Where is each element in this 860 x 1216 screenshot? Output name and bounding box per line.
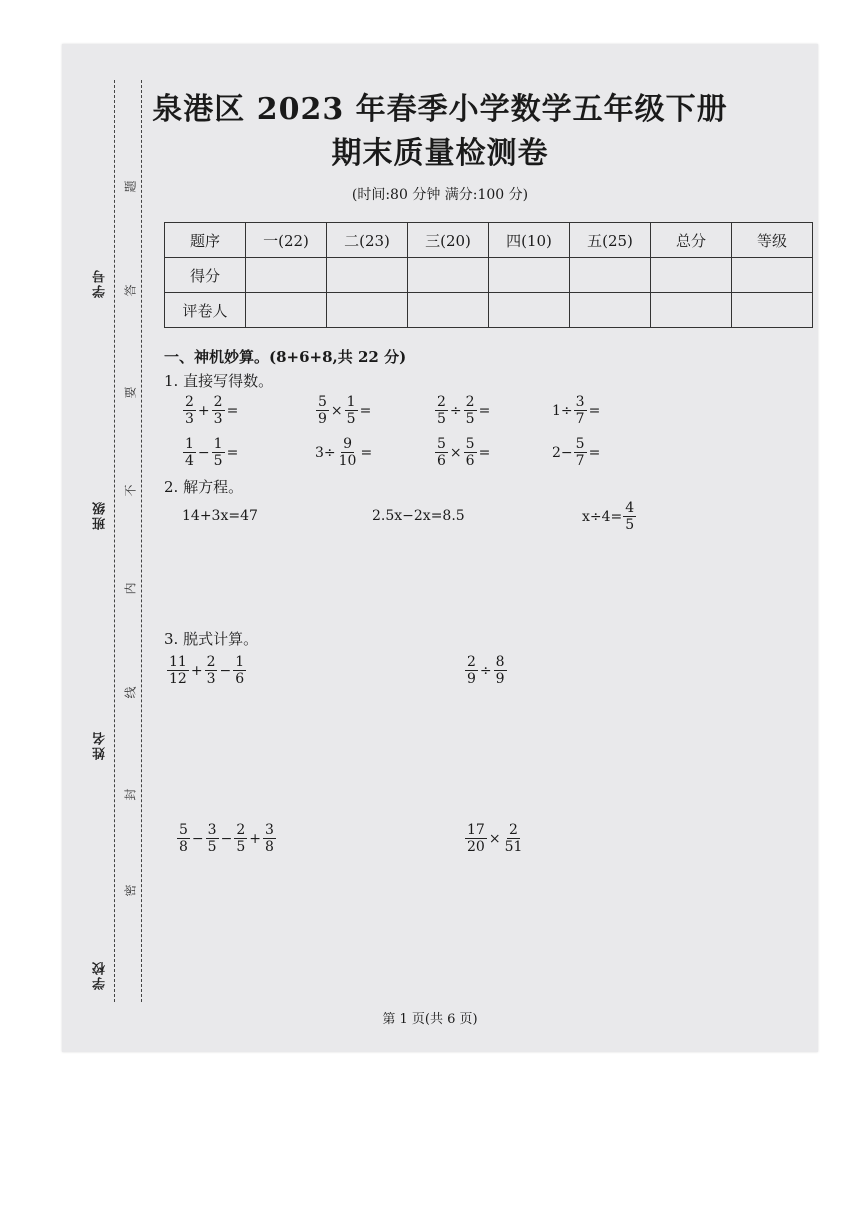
- grader-cell: [327, 293, 408, 328]
- score-table: [164, 222, 813, 328]
- table-header: 三(20): [408, 223, 489, 258]
- seal-char: 线: [123, 686, 138, 699]
- grader-cell: [651, 293, 732, 328]
- step-calc-item: $\frac{2}{9}$ ÷ $\frac{8}{9}$: [467, 654, 505, 687]
- mental-math-item: 3÷ $\frac{9}{10}$ =: [315, 436, 373, 469]
- binding-line-inner: [141, 80, 142, 1002]
- exam-title-line2: 期末质量检测卷: [331, 136, 549, 171]
- seal-char: 封: [123, 788, 138, 801]
- step-calc-item: $\frac{17}{20}$ × $\frac{2}{51}$: [467, 822, 523, 855]
- grader-cell: [246, 293, 327, 328]
- mental-math-item: $\frac{2}{3}$ + $\frac{2}{3}$ =: [185, 394, 239, 427]
- score-cell: [732, 258, 813, 293]
- fraction: $\frac{5}{6}$: [437, 436, 446, 469]
- mental-math-item: 2− $\frac{5}{7}$ =: [552, 436, 601, 469]
- fraction: $\frac{11}{12}$: [169, 654, 187, 687]
- fraction: $\frac{4}{5}$: [625, 500, 635, 533]
- score-row: [165, 258, 813, 293]
- fraction: $\frac{1}{5}$: [346, 394, 356, 427]
- row-label-grader: 评卷人: [165, 293, 246, 328]
- section-1-heading: 一、神机妙算。(8+6+8,共 22 分): [164, 348, 407, 366]
- table-header: 二(23): [327, 223, 408, 258]
- mental-math-item: $\frac{5}{9}$ × $\frac{1}{5}$ =: [318, 394, 372, 427]
- exam-subtitle: (时间:80 分钟 满分:100 分): [351, 187, 529, 203]
- fraction: $\frac{3}{7}$: [575, 394, 585, 427]
- binding-label-class: 班级: [93, 500, 108, 530]
- table-header: 四(10): [489, 223, 570, 258]
- fraction: $\frac{1}{5}$: [213, 436, 223, 469]
- grader-cell: [570, 293, 651, 328]
- score-cell: [651, 258, 732, 293]
- fraction: $\frac{5}{9}$: [318, 394, 327, 427]
- step-calc-item: $\frac{11}{12}$ + $\frac{2}{3}$ − $\frac{1}{6}$: [169, 654, 245, 687]
- equation-item: 2.5x−2x=8.5: [372, 508, 465, 524]
- binding-label-name: 姓名: [93, 730, 108, 760]
- fraction: $\frac{17}{20}$: [467, 822, 485, 855]
- question-2-label: 2. 解方程。: [164, 478, 244, 496]
- seal-char: 答: [123, 284, 138, 297]
- grader-cell: [732, 293, 813, 328]
- row-label-score: 得分: [165, 258, 246, 293]
- fraction: $\frac{2}{5}$: [236, 822, 246, 855]
- page-footer: 第 1 页(共 6 页): [382, 1012, 478, 1027]
- seal-char: 内: [123, 582, 138, 595]
- fraction: $\frac{2}{3}$: [206, 654, 216, 687]
- table-header: 等级: [732, 223, 813, 258]
- table-header: 一(22): [246, 223, 327, 258]
- grader-row: [165, 293, 813, 328]
- grader-cell: [489, 293, 570, 328]
- seal-char: 题: [123, 180, 138, 193]
- fraction: $\frac{2}{3}$: [185, 394, 194, 427]
- seal-char: 不: [123, 484, 138, 497]
- fraction: $\frac{2}{3}$: [213, 394, 223, 427]
- table-header: 总分: [651, 223, 732, 258]
- fraction: $\frac{5}{8}$: [179, 822, 188, 855]
- fraction: $\frac{5}{6}$: [465, 436, 475, 469]
- score-cell: [327, 258, 408, 293]
- equation-item: 14+3x=47: [182, 508, 258, 524]
- seal-char: 密: [123, 884, 138, 897]
- score-cell: [408, 258, 489, 293]
- grader-cell: [408, 293, 489, 328]
- question-1-label: 1. 直接写得数。: [164, 372, 274, 390]
- exam-title-line1: 泉港区 2023 年春季小学数学五年级下册: [152, 92, 728, 127]
- score-cell: [489, 258, 570, 293]
- fraction: $\frac{2}{9}$: [467, 654, 476, 687]
- equation-item: x÷4= $\frac{4}{5}$: [582, 500, 635, 533]
- fraction: $\frac{1}{6}$: [235, 654, 245, 687]
- mental-math-item: $\frac{5}{6}$ × $\frac{5}{6}$ =: [437, 436, 491, 469]
- binding-line-outer: [114, 80, 115, 1002]
- fraction: $\frac{8}{9}$: [495, 654, 505, 687]
- score-cell: [246, 258, 327, 293]
- score-table-header-row: [165, 223, 813, 258]
- seal-char: 要: [123, 386, 138, 399]
- mental-math-item: $\frac{1}{4}$ − $\frac{1}{5}$ =: [185, 436, 239, 469]
- mental-math-item: 1÷ $\frac{3}{7}$ =: [552, 394, 601, 427]
- table-header: 题序: [165, 223, 246, 258]
- fraction: $\frac{2}{5}$: [437, 394, 446, 427]
- fraction: $\frac{3}{5}$: [207, 822, 217, 855]
- fraction: $\frac{2}{5}$: [465, 394, 475, 427]
- fraction: $\frac{3}{8}$: [264, 822, 274, 855]
- question-3-label: 3. 脱式计算。: [164, 630, 259, 648]
- fraction: $\frac{2}{51}$: [504, 822, 523, 855]
- mental-math-item: $\frac{2}{5}$ ÷ $\frac{2}{5}$ =: [437, 394, 491, 427]
- fraction: $\frac{9}{10}$: [338, 436, 357, 469]
- fraction: $\frac{5}{7}$: [575, 436, 585, 469]
- binding-label-id: 学号: [93, 268, 108, 298]
- table-header: 五(25): [570, 223, 651, 258]
- fraction: $\frac{1}{4}$: [185, 436, 194, 469]
- step-calc-item: $\frac{5}{8}$ − $\frac{3}{5}$ − $\frac{2}{5}$ + $\frac{3}{8}$: [179, 822, 274, 855]
- binding-label-school: 学校: [93, 960, 108, 990]
- score-cell: [570, 258, 651, 293]
